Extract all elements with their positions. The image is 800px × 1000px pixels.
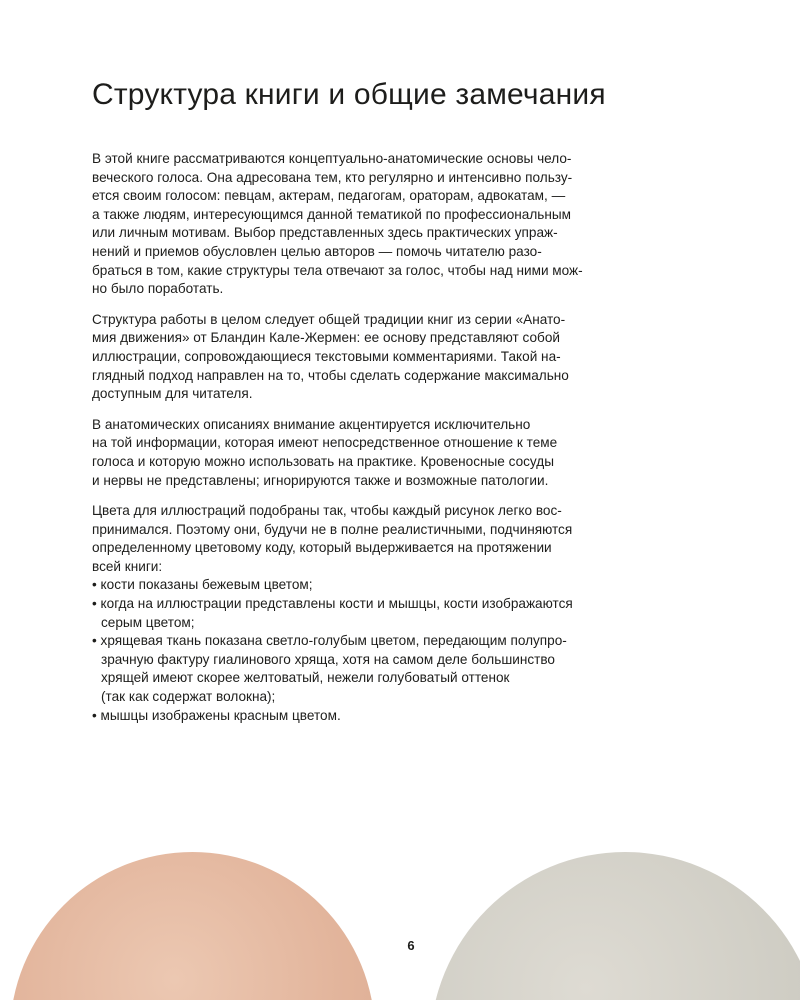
text-line: нений и приемов обусловлен целью авторов — помочь читателю разо- [92, 243, 542, 259]
body-text [92, 150, 652, 725]
text-line: или личным мотивам. Выбор представленных здесь практических упраж- [92, 225, 558, 241]
text-line: а также людям, интересующимся данной тематикой по профессиональным [92, 206, 571, 222]
page-number: 6 [407, 938, 415, 953]
text-line: доступным для читателя. [92, 386, 253, 402]
paragraph [92, 502, 652, 576]
paragraph [92, 311, 652, 404]
list-item [92, 576, 652, 595]
paragraph [92, 150, 652, 299]
page-title: Структура книги и общие замечания [92, 78, 606, 111]
list-item-text: (так как содержат волокна); [101, 689, 276, 705]
list-item [92, 632, 652, 706]
text-line: иллюстрации, сопровождающиеся текстовыми комментариями. Такой на- [92, 348, 561, 364]
text-line: В анатомических описаниях внимание акцентируется исключительно [92, 416, 531, 432]
text-line: всей книги: [92, 558, 163, 574]
list-item-text: зрачную фактуру гиалинового хряща, хотя на самом деле большинство [101, 651, 555, 667]
text-line: но было поработать. [92, 281, 224, 297]
text-line: ется своим голосом: певцам, актерам, педагогам, ораторам, адвокатам, — [92, 188, 566, 204]
color-code-list [92, 576, 652, 725]
list-item-text: • мышцы изображены красным цветом. [92, 707, 341, 723]
list-item-text: хрящей имеют скорее желтоватый, нежели голубоватый оттенок [101, 670, 510, 686]
text-line: на той информации, которая имеют непосредственное отношение к теме [92, 435, 558, 451]
text-line: Цвета для иллюстраций подобраны так, чтобы каждый рисунок легко вос- [92, 503, 562, 519]
text-line: В этой книге рассматриваются концептуально-анатомические основы чело- [92, 151, 572, 166]
paragraph [92, 416, 652, 490]
text-line: браться в том, какие структуры тела отвечают за голос, чтобы над ними мож- [92, 262, 583, 278]
list-item-text: • когда на иллюстрации представлены кости и мышцы, кости изображаются [92, 596, 573, 612]
text-line: мия движения» от Бландин Кале-Жермен: ее основу представляют собой [92, 330, 561, 346]
text-line: и нервы не представлены; игнорируются также и возможные патологии. [92, 472, 549, 488]
text-line: глядный подход направлен на то, чтобы сделать содержание максимально [92, 367, 569, 383]
list-item [92, 595, 652, 632]
list-item [92, 707, 652, 726]
beige-decorative-circle [10, 852, 375, 1000]
text-line: голоса и которую можно использовать на практике. Кровеносные сосуды [92, 453, 554, 469]
text-line: веческого голоса. Она адресована тем, кто регулярно и интенсивно пользу- [92, 169, 573, 185]
text-line: определенному цветовому коду, который выдерживается на протяжении [92, 540, 552, 556]
text-line: Структура работы в целом следует общей традиции книг из серии «Анато- [92, 311, 566, 327]
text-line: принимался. Поэтому они, будучи не в полне реалистичными, подчиняются [92, 521, 573, 537]
grey-decorative-circle [430, 852, 800, 1000]
list-item-text: серым цветом; [101, 614, 195, 630]
list-item-text: • хрящевая ткань показана светло-голубым цветом, передающим полупро- [92, 633, 567, 649]
list-item-text: • кости показаны бежевым цветом; [92, 577, 313, 593]
